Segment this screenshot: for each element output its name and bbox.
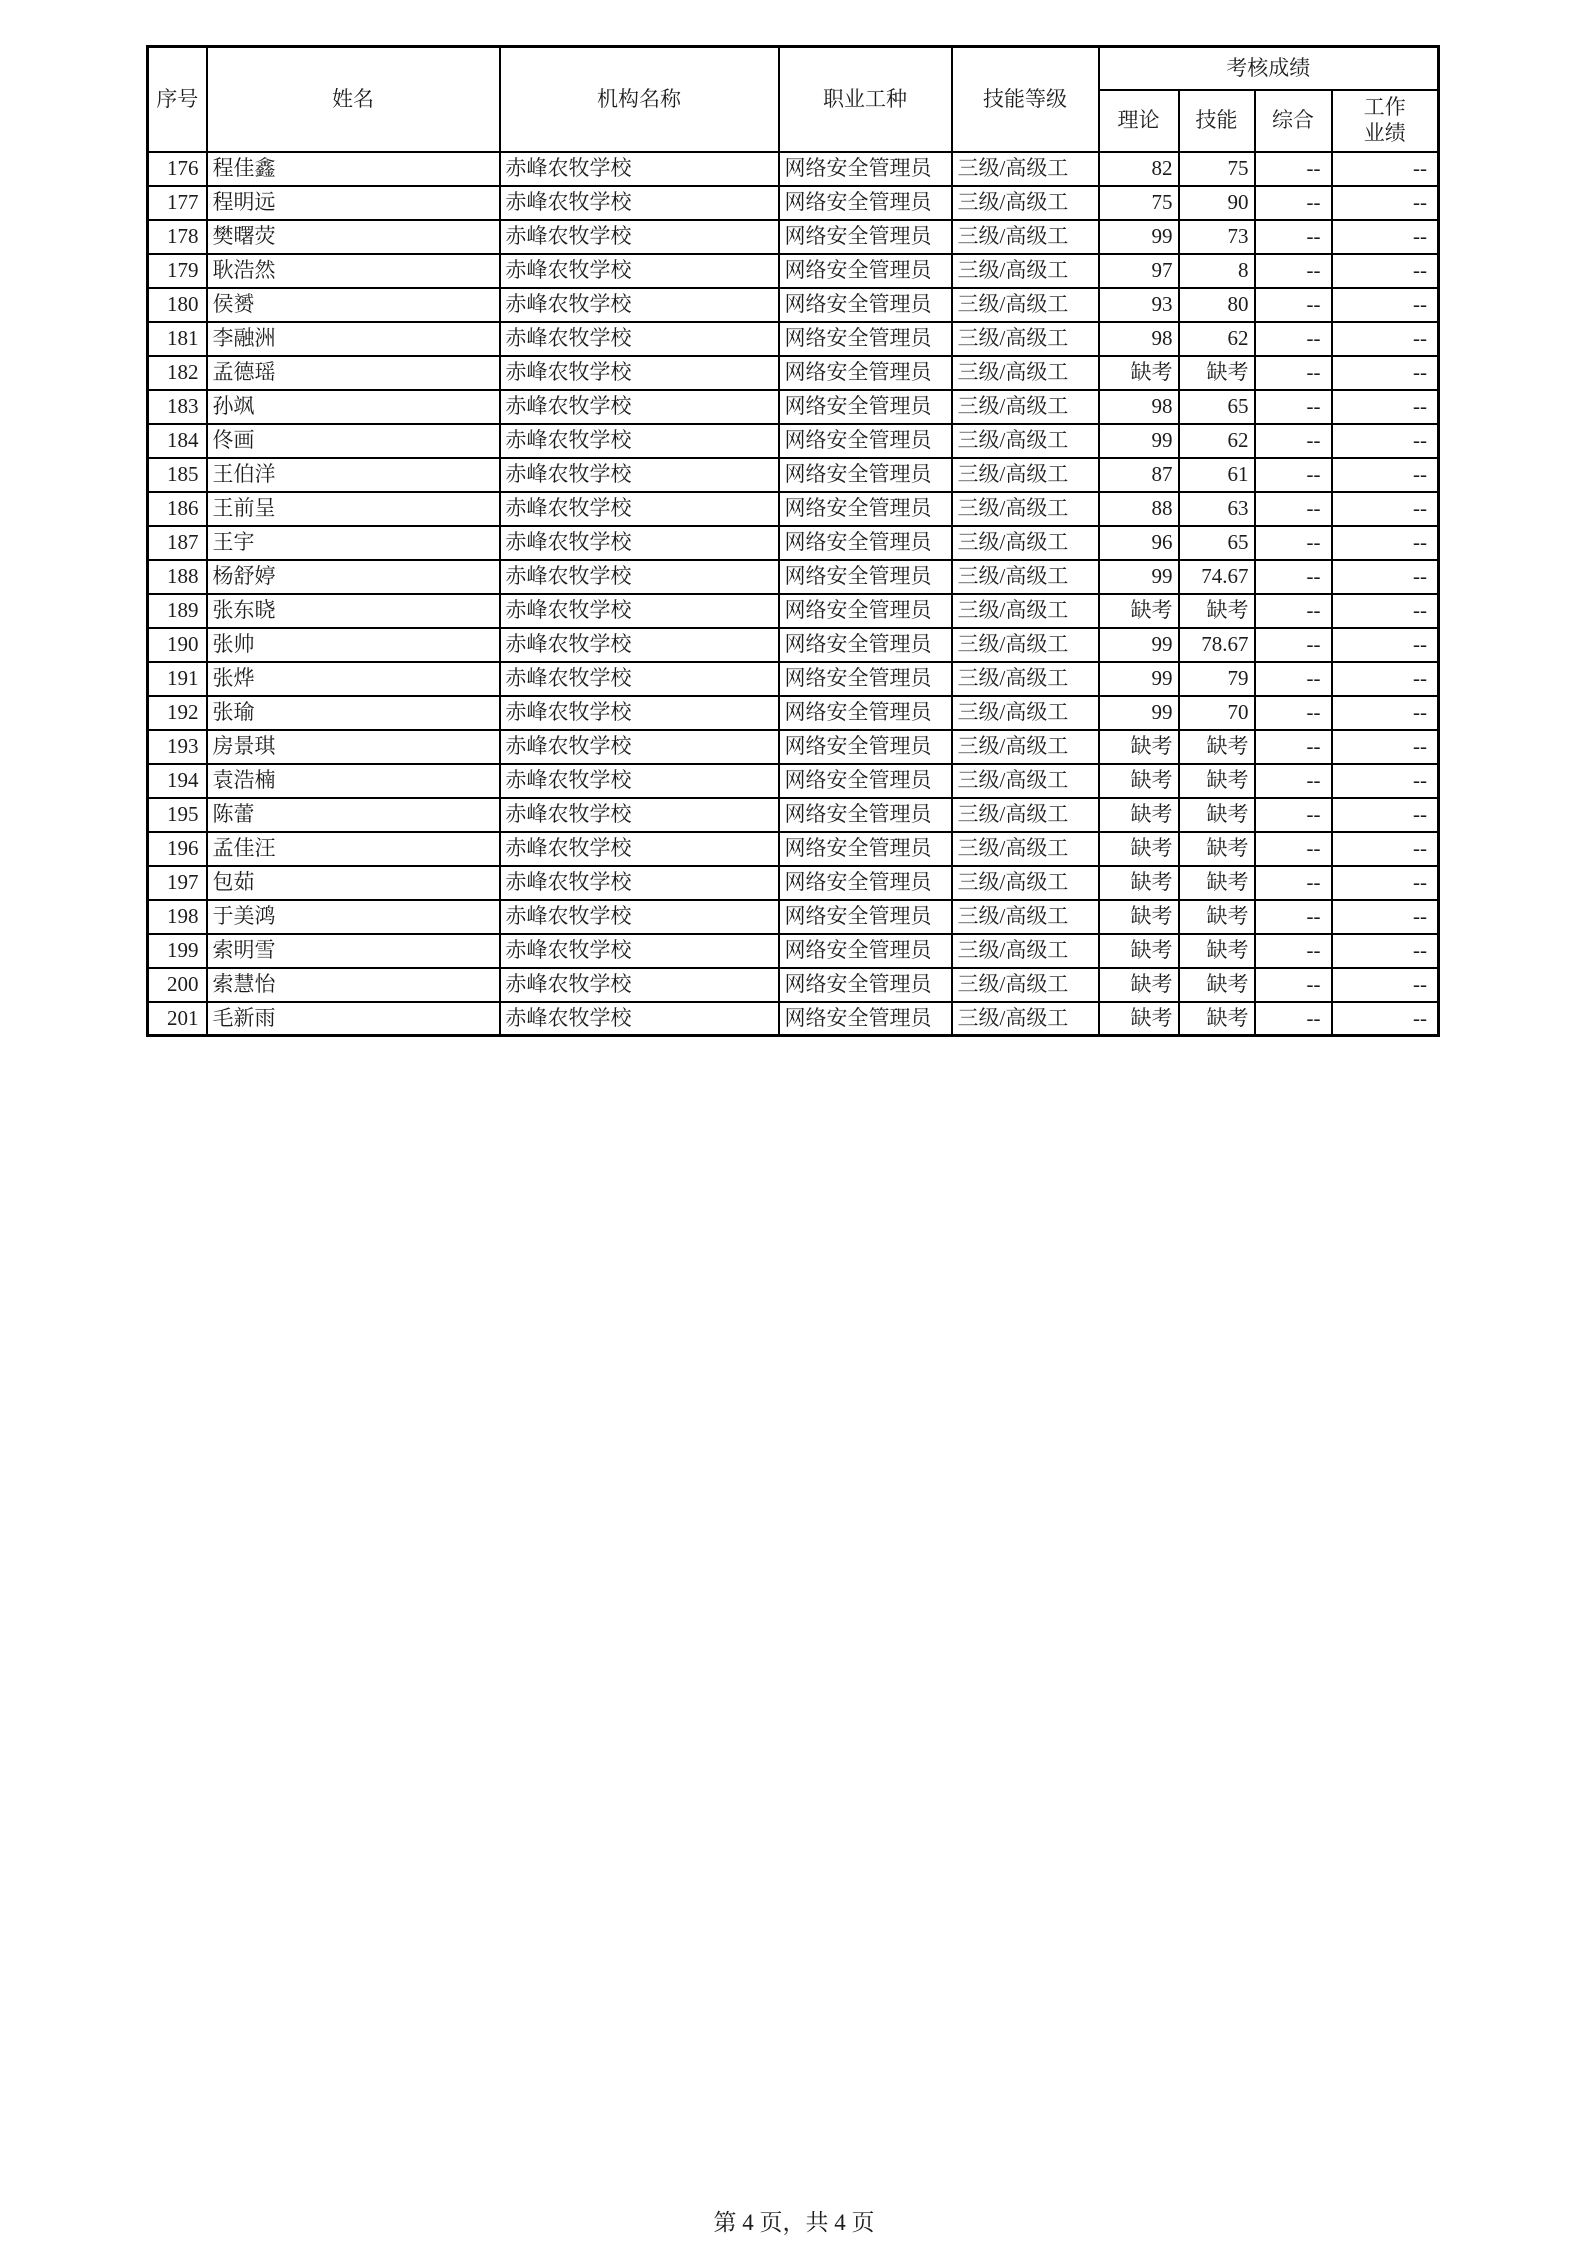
cell-work-performance: -- [1332,968,1439,1002]
cell-organization: 赤峰农牧学校 [500,458,779,492]
cell-theory-score: 88 [1099,492,1179,526]
cell-serial-number: 180 [148,288,207,322]
cell-organization: 赤峰农牧学校 [500,254,779,288]
cell-name: 包茹 [207,866,500,900]
cell-organization: 赤峰农牧学校 [500,220,779,254]
cell-occupation: 网络安全管理员 [779,424,952,458]
cell-occupation: 网络安全管理员 [779,662,952,696]
cell-skill-score: 8 [1179,254,1255,288]
table-row [148,934,1439,968]
cell-comprehensive-score: -- [1255,696,1332,730]
table-row [148,764,1439,798]
cell-name: 张东晓 [207,594,500,628]
cell-occupation: 网络安全管理员 [779,288,952,322]
cell-work-performance: -- [1332,152,1439,186]
header-serial-number: 序号 [148,47,207,152]
cell-organization: 赤峰农牧学校 [500,356,779,390]
table-row [148,186,1439,220]
cell-skill-level: 三级/高级工 [952,798,1099,832]
cell-work-performance: -- [1332,560,1439,594]
cell-skill-score: 79 [1179,662,1255,696]
cell-skill-score: 缺考 [1179,866,1255,900]
table-row [148,492,1439,526]
cell-comprehensive-score: -- [1255,458,1332,492]
cell-name: 于美鸿 [207,900,500,934]
cell-occupation: 网络安全管理员 [779,492,952,526]
cell-organization: 赤峰农牧学校 [500,322,779,356]
cell-serial-number: 197 [148,866,207,900]
cell-theory-score: 缺考 [1099,594,1179,628]
cell-work-performance: -- [1332,798,1439,832]
cell-comprehensive-score: -- [1255,220,1332,254]
cell-name: 樊曙荧 [207,220,500,254]
cell-organization: 赤峰农牧学校 [500,390,779,424]
cell-skill-level: 三级/高级工 [952,322,1099,356]
cell-comprehensive-score: -- [1255,968,1332,1002]
cell-comprehensive-score: -- [1255,288,1332,322]
cell-organization: 赤峰农牧学校 [500,798,779,832]
cell-work-performance: -- [1332,900,1439,934]
cell-work-performance: -- [1332,220,1439,254]
cell-skill-level: 三级/高级工 [952,356,1099,390]
table-row [148,560,1439,594]
cell-comprehensive-score: -- [1255,934,1332,968]
cell-serial-number: 195 [148,798,207,832]
cell-serial-number: 189 [148,594,207,628]
cell-occupation: 网络安全管理员 [779,1002,952,1036]
cell-work-performance: -- [1332,390,1439,424]
cell-comprehensive-score: -- [1255,730,1332,764]
cell-skill-score: 65 [1179,390,1255,424]
cell-skill-score: 73 [1179,220,1255,254]
cell-skill-score: 缺考 [1179,594,1255,628]
cell-work-performance: -- [1332,424,1439,458]
cell-organization: 赤峰农牧学校 [500,662,779,696]
cell-occupation: 网络安全管理员 [779,356,952,390]
cell-comprehensive-score: -- [1255,254,1332,288]
table-row [148,730,1439,764]
cell-skill-level: 三级/高级工 [952,1002,1099,1036]
cell-theory-score: 82 [1099,152,1179,186]
cell-occupation: 网络安全管理员 [779,968,952,1002]
cell-serial-number: 193 [148,730,207,764]
cell-theory-score: 缺考 [1099,798,1179,832]
table-row [148,628,1439,662]
table-row [148,356,1439,390]
table-row [148,866,1439,900]
cell-comprehensive-score: -- [1255,560,1332,594]
header-skill-level: 技能等级 [952,47,1099,152]
table-row [148,390,1439,424]
cell-skill-level: 三级/高级工 [952,526,1099,560]
cell-serial-number: 200 [148,968,207,1002]
cell-skill-level: 三级/高级工 [952,866,1099,900]
cell-theory-score: 缺考 [1099,900,1179,934]
cell-theory-score: 缺考 [1099,730,1179,764]
cell-work-performance: -- [1332,288,1439,322]
cell-organization: 赤峰农牧学校 [500,866,779,900]
table-row [148,798,1439,832]
cell-skill-score: 缺考 [1179,730,1255,764]
header-name: 姓名 [207,47,500,152]
table-row [148,696,1439,730]
cell-comprehensive-score: -- [1255,526,1332,560]
cell-skill-level: 三级/高级工 [952,934,1099,968]
cell-name: 王伯洋 [207,458,500,492]
cell-serial-number: 201 [148,1002,207,1036]
cell-theory-score: 缺考 [1099,832,1179,866]
cell-name: 房景琪 [207,730,500,764]
cell-name: 陈蕾 [207,798,500,832]
cell-name: 李融洲 [207,322,500,356]
cell-skill-score: 78.67 [1179,628,1255,662]
cell-serial-number: 191 [148,662,207,696]
cell-skill-score: 缺考 [1179,798,1255,832]
cell-serial-number: 181 [148,322,207,356]
cell-skill-score: 62 [1179,424,1255,458]
cell-skill-score: 61 [1179,458,1255,492]
cell-skill-score: 缺考 [1179,900,1255,934]
cell-serial-number: 178 [148,220,207,254]
table-row [148,662,1439,696]
cell-work-performance: -- [1332,1002,1439,1036]
cell-skill-level: 三级/高级工 [952,594,1099,628]
cell-skill-score: 缺考 [1179,968,1255,1002]
cell-occupation: 网络安全管理员 [779,866,952,900]
cell-skill-level: 三级/高级工 [952,560,1099,594]
cell-skill-score: 缺考 [1179,1002,1255,1036]
cell-skill-level: 三级/高级工 [952,730,1099,764]
cell-work-performance: -- [1332,866,1439,900]
cell-serial-number: 177 [148,186,207,220]
cell-occupation: 网络安全管理员 [779,526,952,560]
cell-serial-number: 179 [148,254,207,288]
cell-theory-score: 99 [1099,220,1179,254]
cell-comprehensive-score: -- [1255,492,1332,526]
cell-organization: 赤峰农牧学校 [500,832,779,866]
cell-skill-score: 80 [1179,288,1255,322]
cell-theory-score: 99 [1099,662,1179,696]
cell-organization: 赤峰农牧学校 [500,730,779,764]
cell-skill-score: 62 [1179,322,1255,356]
cell-organization: 赤峰农牧学校 [500,968,779,1002]
cell-comprehensive-score: -- [1255,322,1332,356]
cell-comprehensive-score: -- [1255,594,1332,628]
cell-skill-level: 三级/高级工 [952,186,1099,220]
cell-organization: 赤峰农牧学校 [500,764,779,798]
cell-occupation: 网络安全管理员 [779,458,952,492]
cell-organization: 赤峰农牧学校 [500,594,779,628]
cell-organization: 赤峰农牧学校 [500,934,779,968]
cell-serial-number: 184 [148,424,207,458]
cell-organization: 赤峰农牧学校 [500,900,779,934]
cell-name: 毛新雨 [207,1002,500,1036]
cell-comprehensive-score: -- [1255,662,1332,696]
cell-name: 程佳鑫 [207,152,500,186]
cell-skill-level: 三级/高级工 [952,900,1099,934]
cell-work-performance: -- [1332,186,1439,220]
cell-serial-number: 176 [148,152,207,186]
cell-organization: 赤峰农牧学校 [500,152,779,186]
cell-name: 张烨 [207,662,500,696]
table-row [148,594,1439,628]
cell-serial-number: 185 [148,458,207,492]
cell-skill-level: 三级/高级工 [952,628,1099,662]
cell-occupation: 网络安全管理员 [779,152,952,186]
cell-serial-number: 198 [148,900,207,934]
header-occupation: 职业工种 [779,47,952,152]
header-theory-score: 理论 [1099,90,1179,152]
cell-occupation: 网络安全管理员 [779,628,952,662]
cell-name: 耿浩然 [207,254,500,288]
cell-name: 杨舒婷 [207,560,500,594]
cell-organization: 赤峰农牧学校 [500,628,779,662]
cell-serial-number: 186 [148,492,207,526]
cell-name: 孟德瑶 [207,356,500,390]
cell-organization: 赤峰农牧学校 [500,492,779,526]
cell-theory-score: 缺考 [1099,968,1179,1002]
cell-skill-level: 三级/高级工 [952,390,1099,424]
cell-work-performance: -- [1332,356,1439,390]
cell-theory-score: 99 [1099,424,1179,458]
cell-comprehensive-score: -- [1255,900,1332,934]
header-work-performance-line1: 工作 [1363,95,1406,120]
cell-organization: 赤峰农牧学校 [500,560,779,594]
cell-serial-number: 190 [148,628,207,662]
table-row [148,254,1439,288]
cell-occupation: 网络安全管理员 [779,798,952,832]
cell-work-performance: -- [1332,832,1439,866]
cell-comprehensive-score: -- [1255,186,1332,220]
cell-work-performance: -- [1332,662,1439,696]
cell-occupation: 网络安全管理员 [779,730,952,764]
cell-skill-score: 70 [1179,696,1255,730]
table-row [148,900,1439,934]
cell-serial-number: 199 [148,934,207,968]
assessment-score-table [146,45,1440,1037]
cell-skill-score: 缺考 [1179,764,1255,798]
table-row [148,832,1439,866]
table-row [148,424,1439,458]
page-number-footer: 第 4 页，共 4 页 [713,2210,875,2235]
cell-name: 张帅 [207,628,500,662]
cell-comprehensive-score: -- [1255,866,1332,900]
cell-theory-score: 缺考 [1099,934,1179,968]
cell-work-performance: -- [1332,322,1439,356]
cell-name: 佟画 [207,424,500,458]
header-work-performance-line2: 业绩 [1363,120,1406,145]
header-score-group: 考核成绩 [1099,47,1439,90]
cell-comprehensive-score: -- [1255,390,1332,424]
cell-work-performance: -- [1332,492,1439,526]
cell-occupation: 网络安全管理员 [779,900,952,934]
cell-serial-number: 183 [148,390,207,424]
cell-skill-score: 90 [1179,186,1255,220]
table-row [148,1002,1439,1036]
cell-work-performance: -- [1332,594,1439,628]
cell-skill-level: 三级/高级工 [952,696,1099,730]
cell-theory-score: 75 [1099,186,1179,220]
cell-occupation: 网络安全管理员 [779,186,952,220]
cell-work-performance: -- [1332,696,1439,730]
cell-occupation: 网络安全管理员 [779,934,952,968]
header-comprehensive-score: 综合 [1255,90,1332,152]
cell-occupation: 网络安全管理员 [779,560,952,594]
cell-skill-level: 三级/高级工 [952,152,1099,186]
cell-serial-number: 194 [148,764,207,798]
cell-work-performance: -- [1332,526,1439,560]
cell-serial-number: 192 [148,696,207,730]
cell-serial-number: 196 [148,832,207,866]
cell-theory-score: 96 [1099,526,1179,560]
cell-work-performance: -- [1332,254,1439,288]
cell-occupation: 网络安全管理员 [779,764,952,798]
cell-work-performance: -- [1332,764,1439,798]
cell-occupation: 网络安全管理员 [779,220,952,254]
cell-occupation: 网络安全管理员 [779,254,952,288]
cell-theory-score: 缺考 [1099,1002,1179,1036]
cell-comprehensive-score: -- [1255,152,1332,186]
cell-name: 王前呈 [207,492,500,526]
cell-work-performance: -- [1332,458,1439,492]
cell-comprehensive-score: -- [1255,356,1332,390]
table-row [148,526,1439,560]
cell-theory-score: 99 [1099,696,1179,730]
cell-comprehensive-score: -- [1255,424,1332,458]
cell-theory-score: 缺考 [1099,356,1179,390]
cell-comprehensive-score: -- [1255,798,1332,832]
cell-name: 孙飒 [207,390,500,424]
cell-theory-score: 87 [1099,458,1179,492]
cell-theory-score: 97 [1099,254,1179,288]
cell-theory-score: 99 [1099,628,1179,662]
cell-serial-number: 182 [148,356,207,390]
cell-skill-level: 三级/高级工 [952,288,1099,322]
cell-occupation: 网络安全管理员 [779,696,952,730]
cell-organization: 赤峰农牧学校 [500,186,779,220]
cell-occupation: 网络安全管理员 [779,832,952,866]
cell-skill-level: 三级/高级工 [952,662,1099,696]
table-row [148,152,1439,186]
cell-name: 王宇 [207,526,500,560]
table-row [148,968,1439,1002]
table-row [148,288,1439,322]
cell-name: 袁浩楠 [207,764,500,798]
cell-serial-number: 188 [148,560,207,594]
cell-organization: 赤峰农牧学校 [500,1002,779,1036]
cell-skill-level: 三级/高级工 [952,254,1099,288]
cell-skill-score: 缺考 [1179,356,1255,390]
cell-theory-score: 99 [1099,560,1179,594]
cell-skill-score: 缺考 [1179,934,1255,968]
header-organization: 机构名称 [500,47,779,152]
cell-skill-score: 63 [1179,492,1255,526]
cell-name: 程明远 [207,186,500,220]
cell-skill-score: 75 [1179,152,1255,186]
cell-theory-score: 93 [1099,288,1179,322]
cell-occupation: 网络安全管理员 [779,322,952,356]
cell-serial-number: 187 [148,526,207,560]
cell-theory-score: 缺考 [1099,866,1179,900]
cell-comprehensive-score: -- [1255,628,1332,662]
header-work-performance [1332,90,1439,152]
table-row [148,322,1439,356]
cell-skill-level: 三级/高级工 [952,220,1099,254]
cell-organization: 赤峰农牧学校 [500,526,779,560]
cell-comprehensive-score: -- [1255,1002,1332,1036]
cell-skill-level: 三级/高级工 [952,424,1099,458]
cell-name: 侯赟 [207,288,500,322]
cell-work-performance: -- [1332,934,1439,968]
cell-skill-level: 三级/高级工 [952,492,1099,526]
cell-name: 索慧怡 [207,968,500,1002]
cell-name: 张瑜 [207,696,500,730]
cell-skill-level: 三级/高级工 [952,764,1099,798]
cell-theory-score: 缺考 [1099,764,1179,798]
cell-work-performance: -- [1332,730,1439,764]
header-skill-score: 技能 [1179,90,1255,152]
cell-occupation: 网络安全管理员 [779,390,952,424]
cell-skill-level: 三级/高级工 [952,832,1099,866]
cell-occupation: 网络安全管理员 [779,594,952,628]
cell-skill-level: 三级/高级工 [952,968,1099,1002]
cell-comprehensive-score: -- [1255,832,1332,866]
cell-comprehensive-score: -- [1255,764,1332,798]
cell-skill-score: 65 [1179,526,1255,560]
cell-organization: 赤峰农牧学校 [500,424,779,458]
cell-name: 孟佳汪 [207,832,500,866]
cell-skill-score: 缺考 [1179,832,1255,866]
cell-theory-score: 98 [1099,390,1179,424]
cell-name: 索明雪 [207,934,500,968]
cell-skill-score: 74.67 [1179,560,1255,594]
cell-skill-level: 三级/高级工 [952,458,1099,492]
table-row [148,220,1439,254]
cell-organization: 赤峰农牧学校 [500,696,779,730]
table-body [148,152,1439,1036]
table-row [148,458,1439,492]
cell-theory-score: 98 [1099,322,1179,356]
cell-work-performance: -- [1332,628,1439,662]
cell-organization: 赤峰农牧学校 [500,288,779,322]
